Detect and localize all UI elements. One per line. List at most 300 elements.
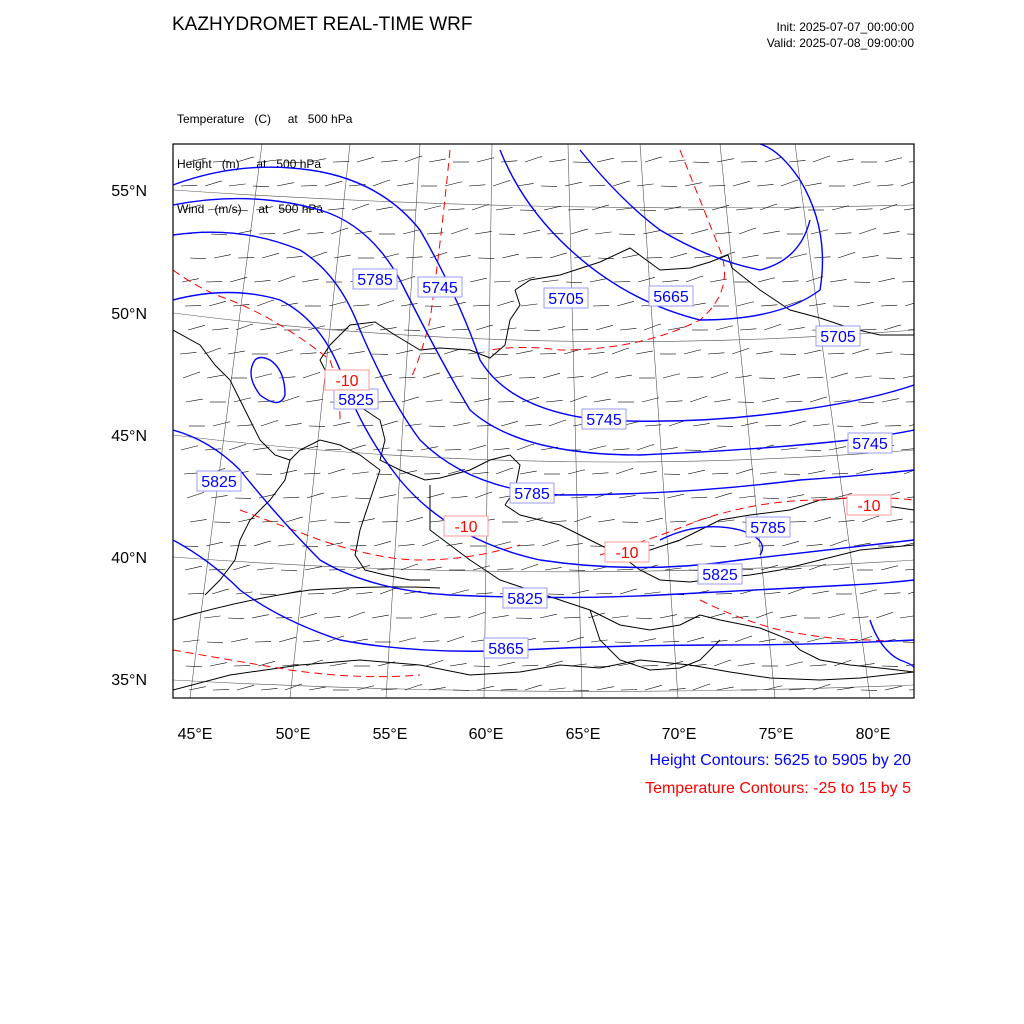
wind-barb: [374, 541, 391, 546]
wind-barb: [909, 161, 925, 162]
field-height: Height (m) at 500 hPa: [177, 157, 322, 171]
wind-barb: [736, 208, 753, 210]
wind-barb: [230, 545, 246, 546]
wind-barb: [278, 276, 295, 282]
wind-barb: [645, 425, 661, 426]
wind-barb: [204, 616, 221, 618]
wind-barb: [279, 377, 295, 378]
wind-barb: [187, 493, 204, 498]
height-contour-label: [746, 517, 790, 537]
height-contour-label-text: 5785: [750, 520, 786, 537]
wind-barb: [406, 257, 422, 258]
wind-barb: [734, 543, 751, 546]
wind-barb: [687, 377, 703, 378]
wind-barb: [662, 280, 679, 282]
wind-barb: [735, 636, 752, 642]
wind-barb: [790, 254, 807, 258]
wind-barb: [257, 300, 274, 306]
wind-barb: [760, 472, 777, 474]
wind-barb: [207, 375, 224, 378]
height-contour-label: [503, 588, 547, 608]
wind-barb: [302, 546, 318, 547]
height-contour-label: [698, 564, 742, 584]
wind-barb: [862, 256, 879, 259]
wind-barb: [615, 642, 631, 643]
wind-barb: [381, 421, 398, 426]
wind-barb: [496, 468, 513, 474]
wind-barb: [285, 162, 301, 163]
wind-barb: [205, 449, 221, 450]
lon-label: 55°E: [372, 726, 408, 743]
wind-barb: [328, 208, 345, 210]
wind-barb: [372, 615, 389, 618]
wind-barb: [663, 374, 680, 378]
wind-barb: [717, 159, 734, 162]
map-title: KAZHYDROMET REAL-TIME WRF: [172, 14, 473, 35]
wind-barb: [809, 564, 826, 570]
wind-barb: [598, 258, 614, 259]
wind-barb: [279, 637, 296, 642]
plot-frame: [173, 144, 914, 698]
wind-barb: [637, 184, 654, 186]
wind-barb: [444, 617, 460, 618]
height-contour-label-text: 5825: [338, 392, 374, 409]
wind-barb: [596, 593, 612, 594]
wind-barb: [468, 613, 485, 618]
wind-barb: [545, 568, 562, 571]
wind-barb: [909, 689, 925, 690]
wind-barb: [570, 664, 587, 666]
lat-label: 45°N: [111, 428, 147, 445]
wind-barb: [568, 209, 584, 210]
wind-barb: [302, 279, 319, 282]
wind-barb: [477, 686, 494, 690]
wind-barb: [300, 353, 316, 354]
wind-barb: [620, 589, 637, 594]
wind-barb: [303, 640, 320, 642]
height-contour-label-text: 5865: [488, 641, 524, 658]
wind-barb: [420, 614, 437, 618]
wind-barb: [286, 517, 303, 522]
graticule: [173, 144, 914, 698]
wind-barb: [638, 277, 655, 282]
wind-barb: [765, 425, 781, 426]
wind-barb: [781, 180, 798, 186]
wind-barb: [373, 448, 390, 450]
wind-barb: [615, 375, 632, 378]
wind-barb: [448, 209, 464, 210]
wind-barb: [307, 493, 324, 498]
wind-barb: [358, 519, 375, 522]
wind-barb: [833, 567, 850, 570]
wind-barb: [526, 257, 542, 258]
wind-barb: [402, 665, 418, 666]
wind-barb: [645, 157, 662, 162]
wind-barb: [303, 373, 320, 378]
wind-barb: [640, 472, 657, 475]
wind-barb: [213, 422, 230, 426]
temperature-contour-label: [444, 516, 488, 536]
wind-barb: [186, 666, 202, 667]
wind-barb: [830, 280, 847, 283]
wind-barb: [762, 398, 779, 402]
wind-barb: [902, 281, 918, 282]
wind-barb: [204, 348, 221, 354]
wind-barb: [445, 182, 462, 186]
field-wind: Wind (m/s) at 500 hPa: [177, 202, 324, 216]
wind-barb: [856, 469, 873, 474]
wind-barb: [497, 569, 513, 570]
wind-barb: [376, 207, 393, 210]
wind-barb: [882, 399, 899, 402]
wind-barb: [180, 613, 197, 618]
wind-barb: [180, 352, 197, 354]
wind-barb: [688, 470, 705, 474]
wind-barb: [550, 253, 567, 258]
wind-barb: [764, 592, 781, 594]
wind-barb: [903, 375, 920, 378]
wind-barb: [205, 181, 222, 186]
wind-barb: [209, 301, 226, 306]
wind-barb: [399, 377, 415, 378]
wind-barb: [640, 210, 656, 211]
wind-barb: [789, 421, 806, 426]
wind-barb: [450, 664, 467, 667]
wind-barb: [324, 616, 341, 618]
wind-barb: [423, 641, 439, 642]
wind-barb: [904, 208, 921, 211]
wind-barb: [857, 302, 874, 306]
wind-barb: [473, 566, 490, 570]
wind-barb: [813, 424, 830, 426]
wind-barb: [471, 378, 487, 379]
lon-label: 75°E: [758, 726, 794, 743]
wind-barb: [782, 281, 798, 282]
wind-barb: [357, 157, 374, 162]
wind-barb: [307, 232, 324, 234]
lat-label: 50°N: [111, 306, 147, 323]
wind-barb: [612, 616, 629, 618]
wind-barb: [710, 546, 726, 547]
wind-barb: [277, 183, 294, 186]
wind-barb: [788, 588, 805, 594]
wind-barb: [189, 158, 206, 162]
height-contour-label-text: 5705: [820, 329, 856, 346]
wind-barb: [306, 400, 323, 403]
temperature-contour-label-text: -10: [615, 545, 639, 562]
wind-barb: [334, 522, 350, 523]
wind-barb: [447, 637, 464, 642]
wind-barb: [660, 615, 677, 618]
height-contour-label: [484, 638, 528, 658]
wind-barb: [260, 594, 276, 595]
wind-barb: [884, 325, 901, 330]
wind-barb: [543, 373, 560, 378]
wind-barb: [211, 234, 227, 235]
wind-barb: [742, 255, 759, 258]
wind-barb: [426, 661, 443, 666]
wind-barb: [781, 448, 798, 450]
wind-barb: [325, 181, 342, 186]
wind-barb: [352, 204, 369, 210]
wind-barb: [805, 450, 821, 451]
wind-barb: [331, 496, 348, 498]
wind-barb: [330, 663, 347, 666]
wind-barb: [694, 256, 711, 258]
wind-barb: [877, 185, 893, 186]
wind-barb: [300, 613, 317, 618]
wind-barb: [693, 162, 709, 163]
wind-barb: [714, 400, 731, 403]
wind-barb: [717, 687, 734, 690]
height-contour-label: [649, 286, 693, 306]
wind-barb: [709, 446, 726, 450]
wind-barb: [666, 401, 682, 402]
wind-barb: [616, 469, 633, 474]
wind-barb: [835, 233, 851, 234]
wind-barb: [525, 685, 542, 690]
wind-barb: [450, 402, 466, 403]
wind-barb: [804, 350, 821, 354]
height-contour-label-text: 5785: [357, 272, 393, 289]
wind-barb: [548, 327, 565, 330]
wind-barb: [261, 421, 278, 426]
height-contour-label: [510, 483, 554, 503]
wind-barb: [501, 689, 517, 690]
wind-barb: [764, 325, 781, 330]
wind-barb: [670, 521, 686, 522]
wind-barb: [237, 425, 253, 426]
wind-barb: [475, 232, 492, 235]
wind-barb: [905, 569, 921, 570]
wind-barb: [451, 496, 468, 498]
wind-barb: [426, 400, 443, 402]
wind-barb: [520, 471, 537, 474]
height-contour-label-text: 5745: [852, 436, 888, 453]
wind-barb: [589, 185, 605, 186]
wind-barb: [876, 613, 893, 618]
wind-barb: [881, 305, 897, 306]
wind-barb: [517, 184, 534, 187]
height-contour-label: [418, 277, 462, 297]
wind-barb: [524, 330, 540, 331]
wind-barb: [309, 687, 326, 690]
lon-label: 65°E: [565, 726, 601, 743]
wind-barb: [908, 589, 925, 594]
height-contour-label-text: 5745: [586, 412, 622, 429]
wind-barb: [183, 372, 200, 378]
wind-barb: [884, 593, 900, 594]
wind-barb: [837, 426, 853, 427]
wind-barb: [738, 663, 755, 666]
wind-barb: [591, 372, 608, 378]
wind-barb: [501, 161, 517, 162]
lon-label: 60°E: [468, 726, 504, 743]
lon-label: 80°E: [855, 726, 891, 743]
valid-time: Valid: 2025-07-08_09:00:00: [766, 36, 914, 50]
wind-barb: [469, 185, 485, 186]
wind-barb: [830, 540, 847, 546]
wind-barb: [373, 180, 390, 186]
wind-barb: [237, 685, 254, 690]
wind-barb: [237, 157, 254, 162]
temperature-contour-label-text: -10: [335, 373, 359, 390]
height-contour-label-text: 5705: [548, 291, 584, 308]
wind-barb: [333, 422, 350, 426]
wind-barb: [805, 183, 822, 186]
wind-barb: [310, 252, 327, 258]
wind-barb: [571, 497, 587, 498]
wind-barb: [258, 661, 275, 666]
wind-barb: [397, 183, 414, 186]
wind-barb: [285, 684, 302, 690]
wind-barb: [693, 424, 710, 427]
wind-barb: [253, 448, 270, 451]
height-contour-label-text: 5825: [702, 567, 738, 584]
wind-barb: [690, 397, 707, 402]
height-contour-label-text: 5665: [653, 289, 689, 306]
wind-barb: [837, 159, 854, 162]
wind-barb: [210, 663, 227, 666]
wind-barb: [522, 665, 538, 666]
wind-barb: [255, 374, 272, 378]
wind-barb: [589, 446, 606, 450]
wind-barb: [454, 256, 471, 259]
wind-barb: [861, 423, 878, 426]
wind-barb: [190, 520, 207, 523]
wind-barb: [493, 181, 510, 186]
wind-barb: [186, 399, 203, 402]
wind-barb: [284, 591, 301, 594]
wind-barb: [761, 305, 777, 306]
wind-barb: [708, 613, 725, 618]
wind-barb: [406, 517, 423, 522]
height-contour-label: [544, 288, 588, 308]
wind-barb: [645, 685, 662, 690]
wind-barb: [909, 421, 926, 426]
wind-barb: [878, 278, 895, 282]
wind-barb: [759, 639, 776, 642]
wind-barb: [594, 399, 611, 402]
wind-barb: [664, 207, 681, 210]
height-contour-label-text: 5745: [422, 280, 458, 297]
wind-barb: [665, 568, 682, 570]
wind-barb: [828, 614, 845, 618]
lon-label: 70°E: [661, 726, 697, 743]
wind-barb: [281, 570, 297, 571]
wind-barb: [737, 302, 754, 306]
wind-barb: [254, 541, 271, 546]
wind-barb: [806, 277, 823, 282]
wind-barb: [852, 617, 868, 618]
wind-barb: [667, 494, 684, 498]
wind-barb: [380, 328, 397, 331]
wind-barb: [424, 206, 441, 210]
wind-barb: [784, 474, 800, 475]
wind-barb: [496, 208, 513, 211]
wind-barb: [550, 521, 566, 522]
wind-barb: [693, 684, 710, 690]
wind-barb: [349, 445, 366, 450]
lon-label: 45°E: [177, 726, 213, 743]
wind-barb: [691, 229, 708, 234]
wind-barb: [547, 233, 563, 234]
wind-barb: [810, 397, 827, 402]
wind-barb: [214, 255, 231, 258]
wind-barb: [636, 351, 653, 354]
wind-barb: [876, 352, 893, 354]
wind-barb: [806, 544, 823, 546]
wind-barb: [780, 615, 797, 618]
wind-barb: [181, 446, 198, 450]
wind-barb: [572, 590, 589, 594]
wind-barb: [229, 445, 246, 450]
wind-barb: [622, 255, 639, 258]
wind-barb: [565, 182, 582, 186]
wind-barb: [907, 495, 924, 498]
wind-barb: [405, 156, 422, 162]
wind-barb: [686, 276, 703, 282]
wind-barb: [304, 473, 320, 474]
height-contour-legend: Height Contours: 5625 to 5905 by 20: [649, 752, 911, 769]
wind-barb: [910, 254, 927, 258]
wind-barb: [229, 184, 246, 186]
wind-barb: [685, 183, 702, 186]
wind-barb: [612, 348, 629, 354]
wind-barb: [280, 470, 297, 474]
wind-barb: [476, 325, 493, 330]
wind-barb: [885, 158, 902, 162]
wind-barb: [377, 301, 394, 306]
wind-barb: [285, 424, 302, 427]
wind-barb: [765, 157, 782, 162]
wind-barb: [901, 181, 918, 186]
wind-barb: [574, 517, 591, 522]
wind-barb: [452, 329, 468, 330]
wind-barb: [493, 448, 510, 450]
wind-barb: [788, 328, 805, 331]
wind-barb: [348, 612, 365, 618]
wind-barb: [715, 493, 732, 498]
wind-barb: [208, 208, 225, 210]
wind-barb: [329, 302, 346, 306]
wind-barb: [879, 378, 895, 379]
wind-barb: [786, 662, 803, 666]
wind-barb: [252, 615, 269, 618]
wind-barb: [546, 400, 563, 402]
wind-barb: [885, 686, 902, 690]
wind-barb: [758, 278, 775, 282]
wind-barb: [812, 591, 829, 594]
wind-barb: [763, 498, 779, 499]
wind-barb: [590, 279, 607, 282]
wind-barb: [261, 688, 278, 690]
wind-barb: [858, 664, 875, 667]
wind-barb: [475, 492, 492, 498]
wind-barb: [525, 424, 542, 426]
wind-barb: [334, 255, 351, 258]
wind-barb: [740, 329, 756, 330]
wind-barb: [684, 350, 701, 354]
wind-barb: [646, 518, 663, 522]
field-temperature: Temperature (C) at 500 hPa: [177, 112, 353, 126]
wind-barb: [260, 327, 277, 330]
wind-barb: [567, 376, 584, 378]
wind-barb: [355, 498, 371, 499]
temperature-contour-label-text: -10: [454, 519, 478, 536]
wind-barb: [639, 639, 656, 642]
wind-barbs: [180, 156, 927, 691]
